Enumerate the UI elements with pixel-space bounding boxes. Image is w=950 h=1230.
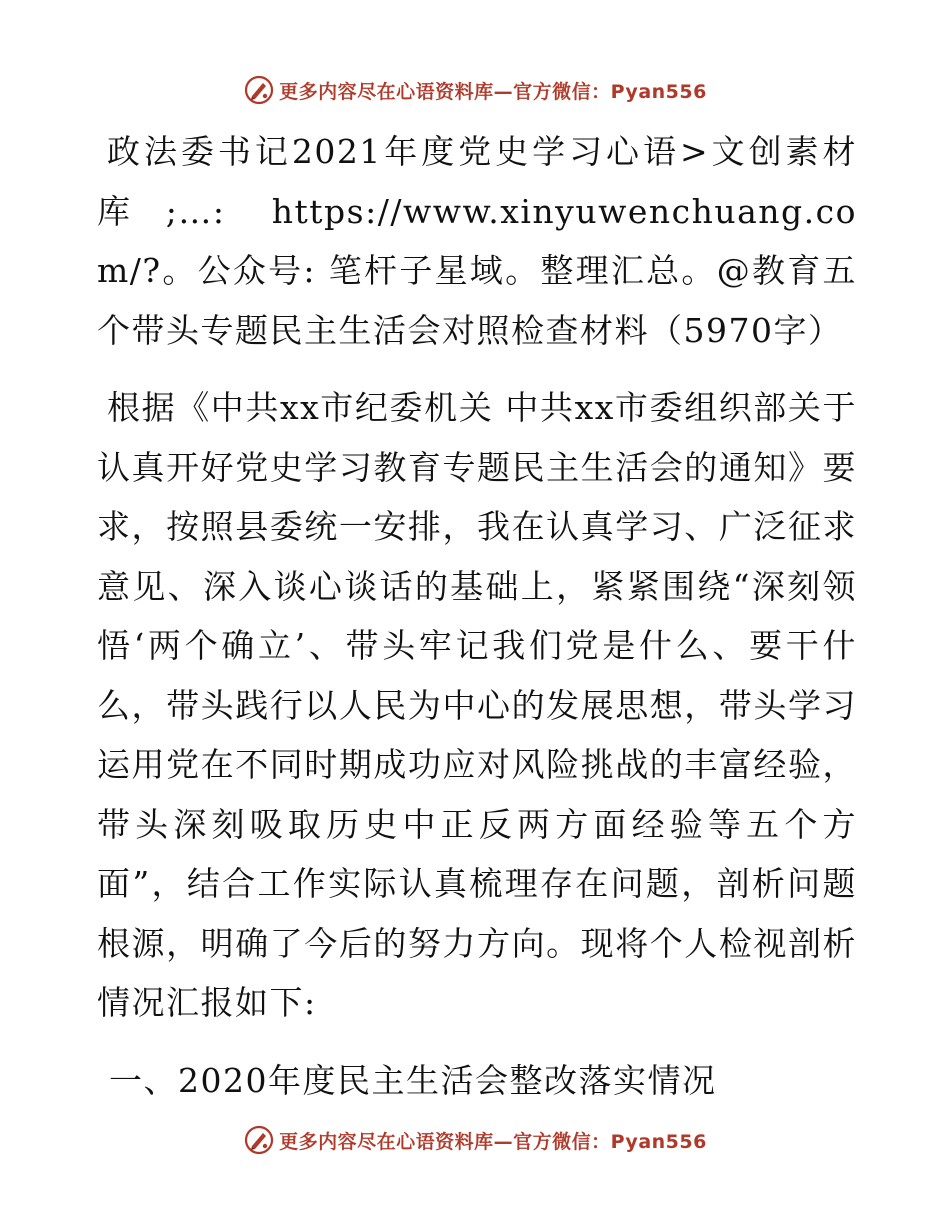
pen-seal-icon xyxy=(243,1124,275,1156)
watermark-text: 更多内容尽在心语资料库—官方微信：Pyan556 xyxy=(279,80,707,103)
document-title-paragraph: 政法委书记2021年度党史学习心语>文创素材库;…: https://www.xinyuwenchuang.com/?。公众号: 笔杆子星域。整理汇总。@教育五个带头专题民主生活会对照检查材料（5970字） xyxy=(97,132,857,350)
section-heading: 一、2020年度民主生活会整改落实情况 xyxy=(109,1060,717,1100)
document-body xyxy=(97,122,857,1110)
intro-paragraph: 根据《中共xx市纪委机关 中共xx市委组织部关于认真开好党史学习教育专题民主生活会的通知》要求，按照县委统一安排，我在认真学习、广泛征求意见、深入谈心谈话的基础上，紧紧围绕“深刻领悟‘两个确立’、带头牢记我们党是什么、要干什么，带头践行以人民为中心的发展思想，带头学习运用党在不同时期成功应对风险挑战的丰富经验，带头深刻吸取历史中正反两方面经验等五个方面”，结合工作实际认真梳理存在问题，剖析问题根源，明确了今后的努力方向。现将个人检视剖析情况汇报如下: xyxy=(97,388,857,1022)
watermark-text: 更多内容尽在心语资料库—官方微信：Pyan556 xyxy=(279,1130,707,1153)
pen-seal-icon xyxy=(243,74,275,106)
footer-watermark xyxy=(0,1120,950,1160)
header-watermark xyxy=(0,70,950,110)
